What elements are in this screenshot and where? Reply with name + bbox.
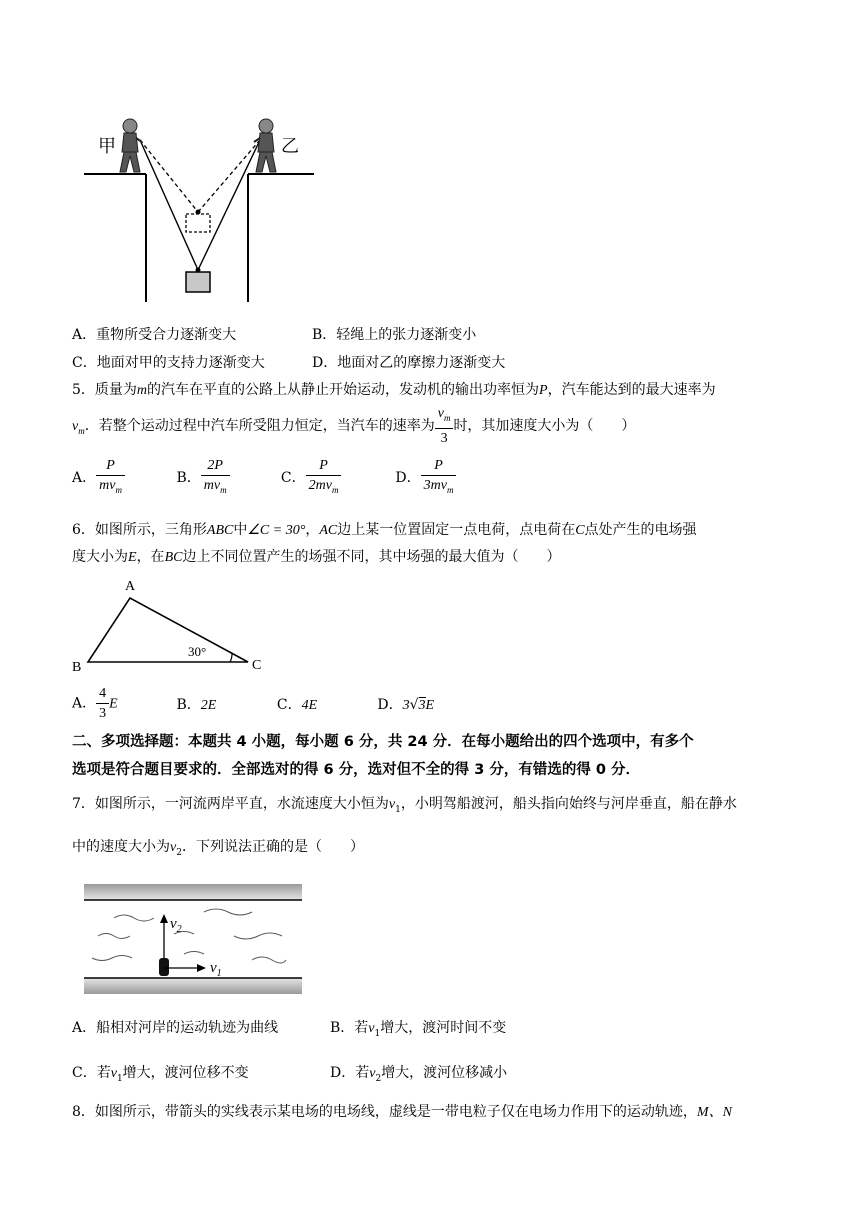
q7-v1: v [388, 797, 396, 812]
q5-text-b: 的汽车在平直的公路上从静止开始运动，发动机的输出功率恒为 [147, 382, 540, 398]
q7-d-text-a: D．若 [330, 1065, 370, 1081]
q6-text-h: 边上不同位置产生的场强不同，其中场强的最大值为（ ） [182, 549, 561, 565]
top-bank [84, 884, 302, 900]
q6-a-num: 4 [96, 684, 109, 704]
q7-c-text-b: 增大，渡河位移不变 [122, 1065, 249, 1081]
q5-vm-v: v [72, 419, 79, 434]
q6-text-g: ，在 [136, 549, 165, 565]
q7-option-c [72, 1062, 249, 1084]
dashed-knot [196, 210, 201, 215]
angle-c-arc [230, 653, 232, 662]
label-yi: 乙 [281, 136, 299, 157]
q5-a-den-pre: m [99, 478, 110, 493]
q6-d-coef: 3 [402, 697, 410, 713]
q5-option-c [281, 456, 391, 500]
q7-b-text-b: 增大，渡河时间不变 [380, 1020, 507, 1036]
q6-a-den: 3 [99, 706, 107, 721]
q6-text-a: 6．如图所示，三角形 [72, 522, 207, 538]
q5-speed-fraction [435, 404, 454, 448]
v1-arrowhead [197, 964, 206, 972]
q5-d-den-pre: 3m [423, 478, 441, 493]
q5-text-a: 5．质量为 [72, 382, 137, 398]
q5-frac-den: 3 [440, 431, 448, 446]
q5-frac-v: v [437, 406, 444, 421]
v1-label: $v_1$ [210, 960, 222, 979]
weight-block [186, 272, 210, 292]
q6-angle: ∠C = 30° [247, 523, 306, 538]
q4-option-c: C．地面对甲的支持力逐渐变大 [72, 355, 265, 371]
q6-d-e: E [425, 697, 435, 713]
q5-frac-sub: m [443, 413, 451, 423]
q6-c: C [575, 523, 585, 538]
solid-rope-left [140, 140, 198, 270]
q5-a-num: P [96, 456, 125, 476]
q5-text-e: 时，其加速度大小为（ ） [453, 418, 636, 434]
q7-text-d: ．下列说法正确的是（ ） [181, 839, 364, 855]
q7-d-sub: 2 [375, 1074, 382, 1084]
q7-b-text-a: B．若 [330, 1020, 369, 1036]
q5-option-c-fraction: $\frac{P}{2mv_m}$ [306, 456, 342, 500]
q6-text-b: 中 [233, 522, 248, 538]
v2-arrowhead [160, 914, 168, 923]
section2-line1: 二、多项选择题：本题共 4 小题，每小题 6 分，共 24 分．在每小题给出的四个选项中，有多个 [72, 734, 694, 750]
q7-v1-sub: 1 [395, 805, 401, 815]
rope-weight-figure [80, 112, 320, 304]
q6-b-val: 2E [200, 697, 217, 713]
q7-text-b: ，小明驾船渡河，船头指向始终与河岸垂直，船在静水 [400, 796, 737, 812]
q6-d-root: 3 [418, 697, 426, 713]
q6-option-a-letter: A． [72, 695, 97, 712]
q5-b-num: 2P [201, 456, 230, 476]
angle-30-label: 30° [188, 644, 207, 659]
q6-text-e: 点处产生的电场强 [584, 522, 697, 538]
sqrt-symbol: √ [409, 696, 419, 713]
q8-line1 [72, 1101, 732, 1121]
v2-label: $v_2$ [170, 916, 182, 935]
q4-option-d: D．地面对乙的摩擦力逐渐变大 [312, 355, 506, 371]
q6-option-a [72, 684, 172, 723]
q8-text: 8．如图所示，带箭头的实线表示某电场的电场线，虚线是一带电粒子仅在电场力作用下的运动轨迹， [72, 1104, 697, 1120]
q5-var-m: m [136, 383, 148, 398]
q6-text-d: 边上某一位置固定一点电荷，点电荷在 [337, 522, 576, 538]
section2-line2: 选项是符合题目要求的．全部选对的得 6 分，选对但不全的得 3 分，有错选的得 0 分． [72, 762, 641, 778]
q5-vm-sub: m [78, 426, 85, 436]
q7-c-sub: 1 [116, 1074, 123, 1084]
q4-option-a: A．重物所受合力逐渐变大 [72, 327, 237, 343]
q7-d-text-b: 增大，渡河位移减小 [381, 1065, 508, 1081]
dashed-rope-right [198, 140, 260, 212]
q5-option-d-fraction: $\frac{P}{3mv_m}$ [421, 456, 457, 500]
solid-rope-right [198, 140, 260, 270]
vertex-b-label: B [72, 660, 82, 674]
q7-b-v: v [368, 1021, 375, 1036]
q6-abc: ABC [206, 523, 234, 538]
q7-v2: v [170, 840, 177, 855]
dashed-weight-box [186, 214, 210, 232]
dashed-rope-left [140, 140, 198, 212]
q5-line2 [72, 404, 635, 448]
q7-v2-sub: 2 [176, 848, 182, 858]
q5-option-a [72, 456, 172, 500]
q6-option-b-letter: B． [176, 696, 201, 713]
q5-var-p: P [539, 383, 548, 398]
q7-line2 [72, 836, 364, 858]
label-jia: 甲 [98, 136, 116, 157]
q6-options [72, 684, 497, 723]
q5-option-a-fraction: $\frac{P}{mv_m}$ [96, 456, 125, 500]
q6-option-d [377, 694, 497, 714]
triangle-abc [88, 598, 248, 662]
q6-option-b [176, 694, 272, 714]
q7-line1 [72, 793, 737, 815]
person-jia-figure [120, 119, 142, 172]
q6-bc: BC [164, 550, 183, 565]
q5-option-b-letter: B． [176, 470, 201, 486]
q5-option-d [395, 456, 505, 500]
q5-vm [72, 419, 85, 434]
q7-option-a: A．船相对河岸的运动轨迹为曲线 [72, 1020, 279, 1036]
boat [159, 958, 169, 976]
q6-option-c [277, 694, 373, 714]
q5-d-num: P [421, 456, 457, 476]
q5-option-d-letter: D． [395, 470, 421, 486]
q7-option-b [330, 1017, 506, 1039]
q5-option-b-fraction: $\frac{2P}{mv_m}$ [201, 456, 230, 500]
q5-text-c: ，汽车能达到的最大速率为 [547, 382, 716, 398]
q5-line1 [72, 379, 716, 399]
q7-text-c: 中的速度大小为 [72, 839, 170, 855]
q6-option-c-letter: C． [276, 696, 302, 713]
q4-option-b: B．轻绳上的张力逐渐变小 [312, 327, 477, 343]
q7-c-v: v [110, 1066, 117, 1081]
q5-option-b [176, 456, 276, 500]
q6-option-d-letter: D． [377, 696, 403, 713]
q6-ac: AC [319, 523, 338, 538]
q6-text-c: ， [305, 522, 320, 538]
q8-mn: M、N [696, 1105, 732, 1120]
q5-text-d: ．若整个运动过程中汽车所受阻力恒定，当汽车的速率为 [84, 418, 435, 434]
q6-a-e: E [109, 696, 118, 712]
q5-option-a-letter: A． [72, 470, 97, 486]
q6-line1 [72, 519, 697, 539]
q5-c-den-pre: 2m [308, 478, 326, 493]
water-waves [92, 909, 286, 963]
q6-line2 [72, 546, 560, 566]
river-boat-figure [84, 884, 304, 996]
q6-text-f: 度大小为 [72, 549, 128, 565]
bottom-bank [84, 978, 302, 994]
q7-text-a: 7．如图所示，一河流两岸平直，水流速度大小恒为 [72, 796, 389, 812]
q6-option-a-fraction [96, 684, 109, 723]
q7-option-d [330, 1062, 507, 1084]
q5-b-den-pre: m [203, 478, 214, 493]
triangle-abc-figure [70, 574, 270, 674]
q7-c-text-a: C．若 [72, 1065, 111, 1081]
q5-options [72, 456, 505, 500]
q6-e: E [128, 550, 137, 565]
q6-c-val: 4E [301, 697, 318, 713]
vertex-a-label: A [125, 579, 136, 594]
q5-c-num: P [306, 456, 342, 476]
vertex-c-label: C [252, 658, 262, 673]
q5-option-c-letter: C． [280, 470, 306, 486]
q7-b-sub: 1 [374, 1029, 381, 1039]
q7-d-v: v [369, 1066, 376, 1081]
